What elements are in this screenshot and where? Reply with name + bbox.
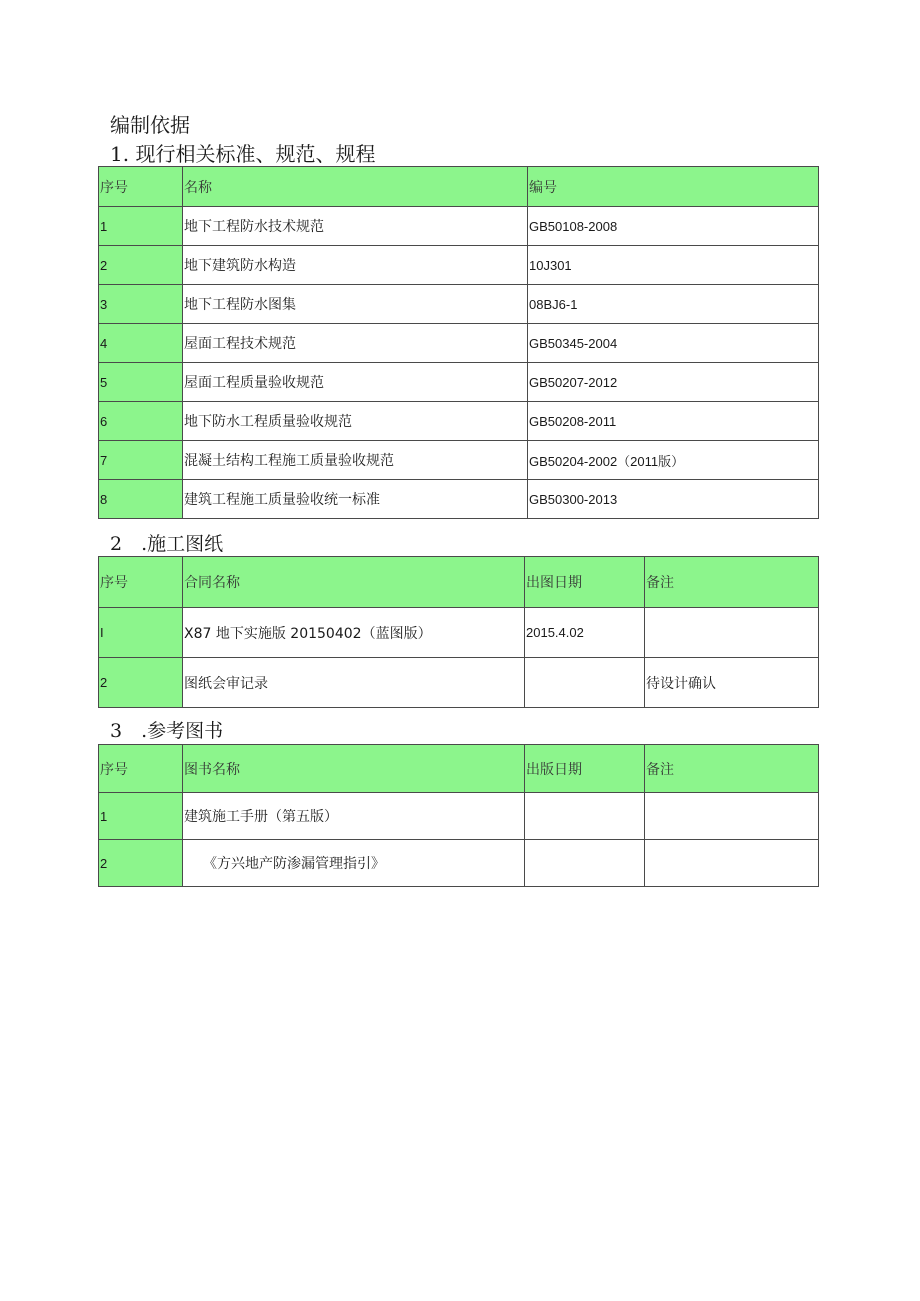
row-book-name: 《方兴地产防渗漏管理指引》	[183, 840, 525, 887]
row-code: GB50345-2004	[528, 324, 819, 363]
row-code: GB50204-2002（2011版）	[528, 441, 819, 480]
row-name: 地下工程防水技术规范	[183, 207, 528, 246]
table-row	[99, 324, 819, 363]
col-header-issue-date: 出图日期	[525, 557, 645, 608]
row-code: GB50207-2012	[528, 363, 819, 402]
col-header-name: 名称	[183, 167, 528, 207]
row-publish-date	[525, 793, 645, 840]
row-index: 5	[99, 363, 183, 402]
row-issue-date: 2015.4.02	[525, 608, 645, 658]
references-table	[98, 744, 819, 887]
col-header-publish-date: 出版日期	[525, 745, 645, 793]
col-header-index: 序号	[99, 745, 183, 793]
row-index: 2	[99, 840, 183, 887]
table-row	[99, 207, 819, 246]
section-2-heading: 2 .施工图纸	[110, 533, 224, 555]
table-header-row	[99, 167, 819, 207]
table-row	[99, 480, 819, 519]
drawings-table	[98, 556, 819, 708]
row-index: 6	[99, 402, 183, 441]
row-index: I	[99, 608, 183, 658]
table-header-row	[99, 557, 819, 608]
row-contract-name: X87 地下实施版 20150402（蓝图版）	[183, 608, 525, 658]
row-issue-date	[525, 658, 645, 708]
row-name: 屋面工程质量验收规范	[183, 363, 528, 402]
row-index: 2	[99, 658, 183, 708]
table-header-row	[99, 745, 819, 793]
row-code: GB50300-2013	[528, 480, 819, 519]
table-row	[99, 285, 819, 324]
col-header-code: 编号	[528, 167, 819, 207]
row-name: 建筑工程施工质量验收统一标准	[183, 480, 528, 519]
row-name: 地下工程防水图集	[183, 285, 528, 324]
row-remarks	[645, 840, 819, 887]
col-header-index: 序号	[99, 167, 183, 207]
table-row	[99, 402, 819, 441]
table-row	[99, 441, 819, 480]
row-index: 3	[99, 285, 183, 324]
row-code: 10J301	[528, 246, 819, 285]
row-remarks	[645, 608, 819, 658]
table-row	[99, 363, 819, 402]
col-header-book-name: 图书名称	[183, 745, 525, 793]
row-index: 1	[99, 793, 183, 840]
section-1-heading: 1. 现行相关标准、规范、规程	[110, 142, 376, 166]
col-header-index: 序号	[99, 557, 183, 608]
row-name: 地下防水工程质量验收规范	[183, 402, 528, 441]
section-3-heading: 3 .参考图书	[110, 720, 224, 742]
row-code: 08BJ6-1	[528, 285, 819, 324]
table-row	[99, 658, 819, 708]
table-row	[99, 246, 819, 285]
row-remarks	[645, 793, 819, 840]
row-index: 7	[99, 441, 183, 480]
row-name: 地下建筑防水构造	[183, 246, 528, 285]
standards-table	[98, 166, 819, 519]
row-contract-name: 图纸会审记录	[183, 658, 525, 708]
row-code: GB50108-2008	[528, 207, 819, 246]
row-book-name: 建筑施工手册（第五版）	[183, 793, 525, 840]
table-row	[99, 608, 819, 658]
row-code: GB50208-2011	[528, 402, 819, 441]
page-title: 编制依据	[110, 113, 190, 137]
row-name: 混凝土结构工程施工质量验收规范	[183, 441, 528, 480]
table-row	[99, 840, 819, 887]
col-header-remarks: 备注	[645, 557, 819, 608]
table-row	[99, 793, 819, 840]
row-remarks: 待设计确认	[645, 658, 819, 708]
row-index: 8	[99, 480, 183, 519]
row-index: 2	[99, 246, 183, 285]
row-index: 4	[99, 324, 183, 363]
col-header-contract-name: 合同名称	[183, 557, 525, 608]
col-header-remarks: 备注	[645, 745, 819, 793]
row-publish-date	[525, 840, 645, 887]
row-name: 屋面工程技术规范	[183, 324, 528, 363]
row-index: 1	[99, 207, 183, 246]
